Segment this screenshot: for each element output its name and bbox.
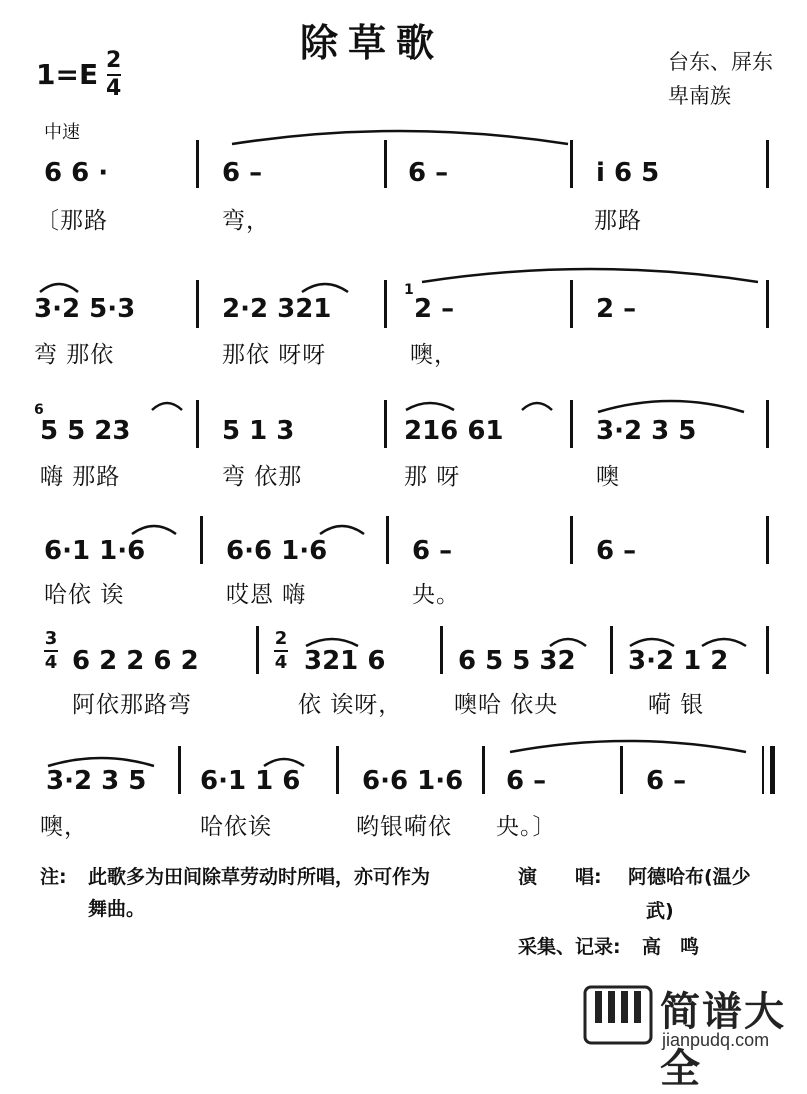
bar-line xyxy=(196,400,199,448)
slur xyxy=(262,752,306,768)
bar-line xyxy=(766,140,769,188)
watermark-text: 简谱大全 xyxy=(660,989,786,1092)
time-signature-change xyxy=(44,630,58,672)
key-signature: 1=E xyxy=(36,58,99,91)
measure: 216 61 xyxy=(404,416,504,446)
time-signature-top: 2 xyxy=(274,628,288,649)
bar-line xyxy=(440,626,443,674)
watermark-url: jianpudq.com xyxy=(662,1030,770,1050)
bar-line xyxy=(766,626,769,674)
bar-line xyxy=(196,280,199,328)
lyric: 〔那路 xyxy=(36,208,108,234)
page-title: 除草歌 xyxy=(300,20,445,65)
measure: 3·2 3 5 xyxy=(46,766,147,796)
measure: 6 – xyxy=(596,536,637,566)
tempo-marking: 中速 xyxy=(44,122,80,143)
bar-line xyxy=(384,280,387,328)
lyric: 哈依诶 xyxy=(200,814,272,840)
bar-line xyxy=(766,280,769,328)
measure: 2 – xyxy=(414,294,455,324)
bar-line xyxy=(482,746,485,794)
slur xyxy=(700,632,748,648)
lyric: 那依 呀呀 xyxy=(222,342,327,368)
time-signature-top: 2 xyxy=(106,48,122,73)
slur xyxy=(150,396,184,412)
slur xyxy=(304,632,360,648)
measure: 3·2 3 5 xyxy=(596,416,697,446)
slur xyxy=(318,518,366,536)
measure: 6 – xyxy=(412,536,453,566)
measure: 5 1 3 xyxy=(222,416,295,446)
singer-value-1: 阿德哈布(温少 xyxy=(628,866,751,888)
singer-label: 演 唱: xyxy=(518,866,602,888)
time-signature-change xyxy=(274,630,288,672)
lyric: 阿依那路弯 xyxy=(72,692,192,718)
lyric: 依 诶呀， xyxy=(298,692,403,718)
slur xyxy=(548,632,588,648)
measure: 3·2 1 2 xyxy=(628,646,729,676)
note-label: 注: xyxy=(40,866,67,888)
lyric: 哎恩 嗨 xyxy=(226,582,307,608)
slur xyxy=(508,734,748,756)
slur xyxy=(628,632,676,648)
measure: 6 5 5 32 xyxy=(458,646,576,676)
lyric: 那路 xyxy=(594,208,642,234)
lyric: 噢 xyxy=(596,464,620,490)
bar-line xyxy=(766,516,769,564)
slur xyxy=(404,396,456,412)
time-signature-bottom: 4 xyxy=(106,76,122,101)
slur xyxy=(596,394,746,416)
lyric: 弯 那依 xyxy=(34,342,115,368)
singer-value-2: 武) xyxy=(646,900,674,922)
measure: 2·2 321 xyxy=(222,294,332,324)
bar-line xyxy=(766,400,769,448)
measure: i 6 5 xyxy=(596,158,660,188)
measure: 6 2 2 6 2 xyxy=(72,646,199,676)
measure: 6 – xyxy=(506,766,547,796)
note-text-line-1: 此歌多为田间除草劳动时所唱，亦可作为 xyxy=(88,866,431,888)
measure: 6 6 · xyxy=(44,158,109,188)
lyric: 噢， xyxy=(40,814,88,840)
slur xyxy=(46,750,156,768)
lyric: 弯， xyxy=(222,208,270,234)
lyric: 弯 依那 xyxy=(222,464,303,490)
slur xyxy=(420,262,760,286)
measure: 321 6 xyxy=(304,646,386,676)
final-bar-line xyxy=(762,746,764,794)
lyric: 央。〕 xyxy=(496,814,557,840)
measure: 5 5 23 xyxy=(40,416,131,446)
lyric: 哈依 诶 xyxy=(44,582,125,608)
slur xyxy=(230,124,570,148)
lyric: 哟银嗬依 xyxy=(356,814,452,840)
grace-note: 1 xyxy=(404,282,414,298)
measure: 6·6 1·6 xyxy=(362,766,464,796)
time-signature-bottom: 4 xyxy=(274,652,288,673)
measure: 6 – xyxy=(408,158,449,188)
piano-keys-logo-icon xyxy=(583,985,653,1045)
bar-line xyxy=(570,140,573,188)
lyric: 噢， xyxy=(410,342,458,368)
lyric: 嗨 那路 xyxy=(40,464,121,490)
bar-line xyxy=(336,746,339,794)
bar-line xyxy=(178,746,181,794)
measure: 2 – xyxy=(596,294,637,324)
final-bar-line xyxy=(770,746,775,794)
measure: 6·1 1·6 xyxy=(44,536,146,566)
measure: 6·6 1·6 xyxy=(226,536,328,566)
measure: 6·1 1 6 xyxy=(200,766,301,796)
measure: 6 – xyxy=(646,766,687,796)
collector-label: 采集、记录: xyxy=(518,936,621,958)
bar-line xyxy=(386,516,389,564)
lyric: 噢哈 依央 xyxy=(454,692,559,718)
slur xyxy=(520,396,554,412)
measure: 3·2 5·3 xyxy=(34,294,136,324)
lyric: 嗬 银 xyxy=(648,692,705,718)
bar-line xyxy=(256,626,259,674)
origin-line-1: 台东、屏东 xyxy=(668,50,773,74)
slur xyxy=(300,276,350,294)
lyric: 那 呀 xyxy=(404,464,461,490)
time-signature xyxy=(106,50,121,100)
bar-line xyxy=(570,280,573,328)
origin-line-2: 卑南族 xyxy=(668,84,731,108)
slur xyxy=(130,518,178,536)
time-signature-bottom: 4 xyxy=(44,652,58,673)
bar-line xyxy=(570,400,573,448)
bar-line xyxy=(196,140,199,188)
bar-line xyxy=(384,400,387,448)
measure: 6 – xyxy=(222,158,263,188)
time-signature-top: 3 xyxy=(44,628,58,649)
grace-note: 6 xyxy=(34,402,44,418)
note-text-line-2: 舞曲。 xyxy=(88,898,146,920)
slur xyxy=(38,276,80,294)
bar-line xyxy=(570,516,573,564)
bar-line xyxy=(610,626,613,674)
lyric: 央。 xyxy=(412,582,460,608)
collector-value: 高 鸣 xyxy=(642,936,700,958)
bar-line xyxy=(200,516,203,564)
